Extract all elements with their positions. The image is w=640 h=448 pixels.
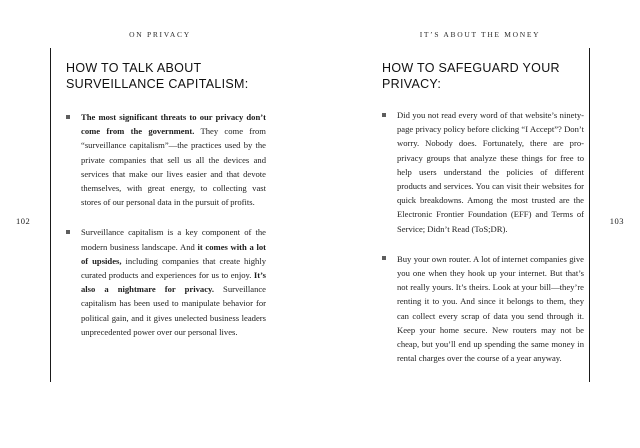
right-section-heading: HOW TO SAFEGUARD YOUR PRIVACY: (382, 61, 560, 91)
page-rule-left (50, 48, 51, 382)
running-head-left: ON PRIVACY (129, 30, 191, 39)
page-number-left: 102 (16, 216, 31, 226)
bullet-text-emphasis: The most significant threats to our privacy don’t come from the government. (81, 112, 266, 137)
square-bullet-icon (382, 256, 386, 260)
right-text-column (382, 60, 584, 365)
square-bullet-icon (382, 113, 386, 117)
bullet-item (66, 110, 266, 209)
square-bullet-icon (66, 230, 70, 234)
bullet-item (66, 225, 266, 339)
bullet-text: Buy your own router. A lot of internet companies give you one when they hook up your internet. But that’s not really yours. It’s theirs. Look at your bill—they’re renting it to you. And since it belongs to them, they can collect every scrap of data you send through it. Keep your home secure. New routers may not be cheap, but you’ll end up spending the same money in rental charges over the course of a year anyway. (397, 253, 584, 364)
bullet-text: Surveillance capitalism has been used to manipulate behavior for political gain, and it gives unelected business leaders unprecedented power over our personal lives. (81, 284, 266, 337)
right-bullet-list (382, 108, 584, 365)
bullet-text-emphasis: It’s also a nightmare for privacy. (81, 270, 266, 295)
left-bullet-list (66, 110, 266, 339)
bullet-text-emphasis: it comes with a lot of upsides, (81, 241, 266, 266)
bullet-item (382, 252, 584, 366)
page-number-right: 103 (609, 216, 624, 226)
running-head-right: IT’S ABOUT THE MONEY (419, 30, 541, 39)
left-section-heading: HOW TO TALK ABOUT SURVEILLANCE CAPITALISM: (66, 61, 249, 91)
square-bullet-icon (66, 115, 70, 119)
bullet-text: including companies that create highly curated products and experiences for us to enjoy. (81, 255, 267, 281)
bullet-text: Surveillance capitalism is a key component of the modern business landscape. And (81, 227, 266, 252)
bullet-text: Did you not read every word of that website’s ninety-page privacy policy before clicking “I Accept”? Don’t worry. Nobody does. Fortunately, there are pro-privacy groups that analyze these things for free to help users understand the policies of different products and services. You can visit their websites for quick breakdowns. Among the most trusted are the Electronic Frontier Foundation (EFF) and Terms of Service; Didn’t Read (ToS;DR). (397, 110, 584, 234)
left-text-column (66, 60, 266, 339)
bullet-text: They come from “surveillance capitalism”—the practices used by the private companies that sell us all the devices and services that make our lives easier and that devote themselves, with great energy, to collecting vast stores of our personal data in the pursuit of profits. (81, 126, 266, 208)
page-rule-right (589, 48, 590, 382)
right-page (320, 0, 640, 448)
bullet-item (382, 108, 584, 236)
